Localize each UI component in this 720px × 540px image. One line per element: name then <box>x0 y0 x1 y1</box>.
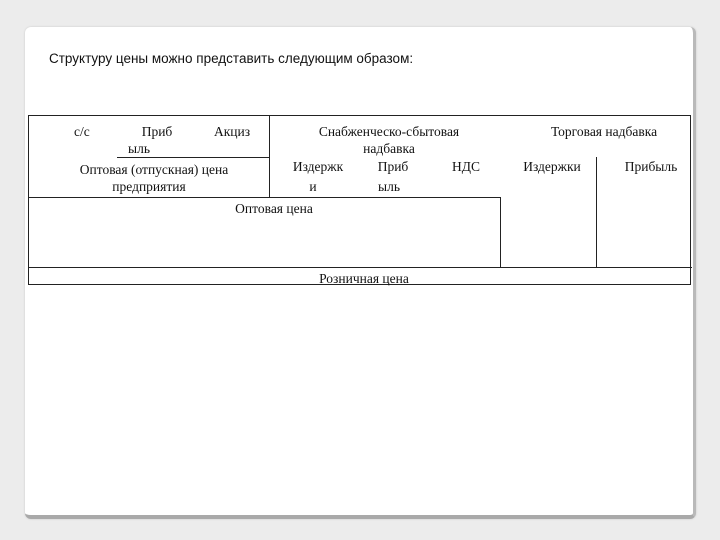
supply-markup-label-1: Снабженческо-сбытовая <box>318 124 460 139</box>
divider-wholesale-enterprise-right <box>269 116 270 197</box>
slide-heading: Структуру цены можно представить следующим образом: <box>49 51 414 66</box>
divider-wholesale-price-right <box>500 197 501 267</box>
price-structure-table <box>28 115 691 285</box>
trade-profit-label: Прибыль <box>624 159 678 174</box>
divider-trade-costs-right <box>596 157 597 267</box>
divider-wholesale-price-top <box>29 197 500 198</box>
wholesale-price-label: Оптовая цена <box>235 201 313 216</box>
profit-label-2: ыль <box>128 141 150 156</box>
cost-label: с/с <box>74 124 90 139</box>
supply-costs-label-1: Издержк <box>292 159 344 174</box>
profit-label-1: Приб <box>141 124 173 139</box>
supply-costs-label-2: и <box>309 179 317 194</box>
wholesale-enterprise-label-2: предприятия <box>112 179 186 194</box>
supply-profit-label-1: Приб <box>377 159 409 174</box>
vat-label: НДС <box>452 159 480 174</box>
trade-markup-label: Торговая надбавка <box>550 124 658 139</box>
retail-price-label: Розничная цена <box>319 271 409 286</box>
divider-retail-price-top <box>29 267 692 268</box>
divider-wholesale-enterprise-top <box>117 157 269 158</box>
supply-profit-label-2: ыль <box>378 179 400 194</box>
wholesale-enterprise-label-1: Оптовая (отпускная) цена <box>79 162 229 177</box>
supply-markup-label-2: надбавка <box>363 141 415 156</box>
excise-label: Акциз <box>214 124 251 139</box>
trade-costs-label: Издержки <box>523 159 581 174</box>
